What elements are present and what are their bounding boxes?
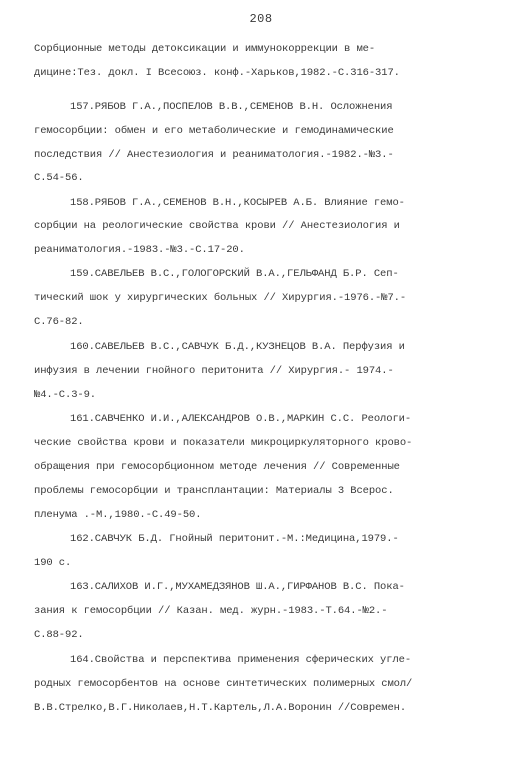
text-line: Сорбционные методы детоксикации и иммунокоррекции в ме-	[34, 43, 376, 55]
text-line: тический шок у хирургических больных // Хирургия.-1976.-№7.-	[34, 292, 407, 304]
reference-160-line: 160.САВЕЛЬЕВ В.С.,САВЧУК Б.Д.,КУЗНЕЦОВ В.А. Перфузия и	[70, 341, 405, 353]
reference-162-line: 162.САВЧУК Б.Д. Гнойный перитонит.-М.:Медицина,1979.-	[70, 533, 399, 545]
text-line: инфузия в лечении гнойного перитонита // Хирургия.- 1974.-	[34, 365, 394, 377]
reference-163-line: 163.САЛИХОВ И.Г.,МУХАМЕДЗЯНОВ Ш.А.,ГИРФАНОВ В.С. Пока-	[70, 581, 405, 593]
text-line: дицине:Тез. докл. I Всесоюз. конф.-Харьков,1982.-С.316-317.	[34, 67, 400, 79]
reference-159-line: 159.САВЕЛЬЕВ В.С.,ГОЛОГОРСКИЙ В.А.,ГЕЛЬФАНД Б.Р. Сеп-	[70, 268, 399, 280]
text-line: обращения при гемосорбционном методе лечения // Современные	[34, 461, 400, 473]
text-line: С.88-92.	[34, 629, 84, 641]
text-line: ческие свойства крови и показатели микроциркуляторного крово-	[34, 437, 413, 449]
text-line: сорбции на реологические свойства крови // Анестезиология и	[34, 220, 400, 232]
text-line: пленума .-М.,1980.-С.49-50.	[34, 509, 202, 521]
text-line: последствия // Анестезиология и реаниматология.-1982.-№3.-	[34, 149, 394, 161]
page-number: 208	[249, 12, 273, 26]
text-line: проблемы гемосорбции и трансплантации: Материалы 3 Всерос.	[34, 485, 394, 497]
text-line: 190 с.	[34, 557, 72, 569]
text-line: №4.-С.3-9.	[34, 389, 97, 401]
text-line: гемосорбции: обмен и его метаболические и гемодинамические	[34, 125, 394, 137]
text-line: В.В.Стрелко,В.Г.Николаев,Н.Т.Картель,Л.А.Воронин //Современ.	[34, 702, 407, 714]
text-line: родных гемосорбентов на основе синтетических полимерных смол/	[34, 678, 413, 690]
reference-158-line: 158.РЯБОВ Г.А.,СЕМЕНОВ В.Н.,КОСЫРЕВ А.Б. Влияние гемо-	[70, 197, 405, 209]
reference-161-line: 161.САВЧЕНКО И.И.,АЛЕКСАНДРОВ О.В.,МАРКИН С.С. Реологи-	[70, 413, 412, 425]
reference-157-line: 157.РЯБОВ Г.А.,ПОСПЕЛОВ В.В.,СЕМЕНОВ В.Н. Осложнения	[70, 101, 393, 113]
reference-164-line: 164.Свойства и перспектива применения сферических угле-	[70, 654, 412, 666]
text-line: зания к гемосорбции // Казан. мед. журн.-1983.-Т.64.-№2.-	[34, 605, 388, 617]
text-line: С.54-56.	[34, 172, 84, 184]
text-line: С.76-82.	[34, 316, 84, 328]
text-line: реаниматология.-1983.-№3.-С.17-20.	[34, 244, 245, 256]
